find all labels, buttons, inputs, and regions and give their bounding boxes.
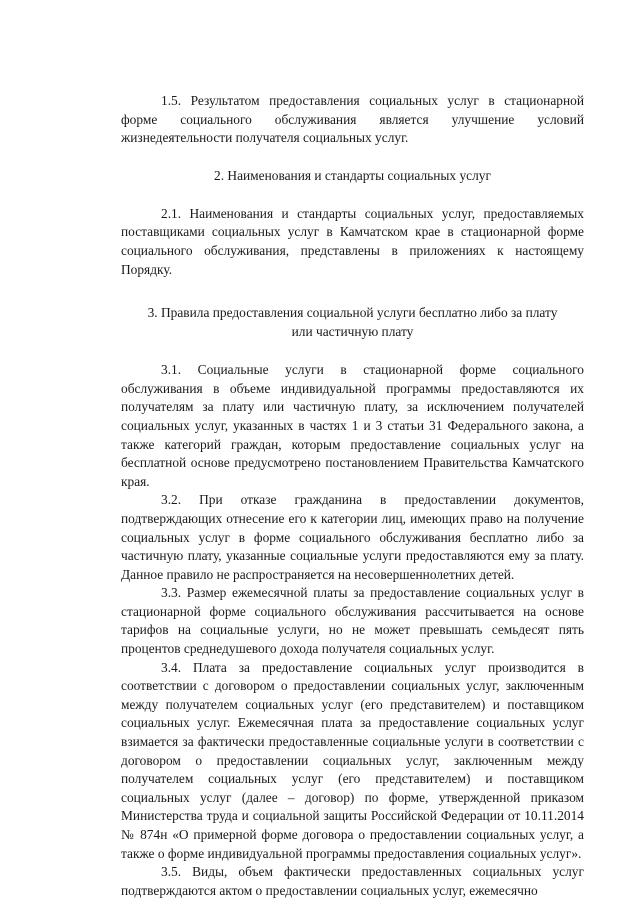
section-heading-3-line-1: 3. Правила предоставления социальной услуги бесплатно либо за плату xyxy=(147,305,558,321)
section-heading-3-line-2: или частичную плату xyxy=(291,324,414,340)
section-heading-3 xyxy=(121,303,584,341)
section-heading-2: 2. Наименования и стандарты социальных услуг xyxy=(214,167,491,183)
paragraph-2-1: 2.1. Наименования и стандарты социальных услуг, предоставляемых поставщиками социальных услуг в Камчатском крае в стационарной форме социального обслуживания, представлены в приложениях к настоящему Порядку. xyxy=(121,205,584,277)
paragraph-3-4: 3.4. Плата за предоставление социальных услуг производится в соответствии с договором о предоставлении социальных услуг, заключенным между получателем социальных услуг (его представителем) и поставщиком социальных услуг. Ежемесячная плата за предоставление социальных услуг взимается за фактически предоставленные социальные услуги в соответствии с договором о предоставлении социальных услуг, заключенным между получателем социальных услуг (его представителем) и поставщиком социальных услуг (далее – договор) по форме, утвержденной приказом Министерства труда и социальной защиты Российской Федерации от 10.11.2014 № 874н «О примерной форме договора о предоставлении социальных услуг, а также о форме индивидуальной программы предоставления социальных услуг». xyxy=(121,659,584,861)
paragraph-3-5: 3.5. Виды, объем фактически предоставленных социальных услуг подтверждаются актом о предоставлении социальных услуг, ежемесячно xyxy=(121,864,584,898)
paragraph-3-1: 3.1. Социальные услуги в стационарной форме социального обслуживания в объеме индивидуальной программы предоставляются их получателям за плату или частичную плату, за исключением получателей социальных услуг, указанных в частях 1 и 3 статьи 31 Федерального закона, а также категорий граждан, которым предоставление социальных услуг на бесплатной основе предусмотрено постановлением Правительства Камчатского края. xyxy=(121,362,584,489)
paragraph-3-2: 3.2. При отказе гражданина в предоставлении документов, подтверждающих отнесение его к категории лиц, имеющих право на получение социальных услуг в форме социального обслуживания бесплатно либо за частичную плату, указанные социальные услуги предоставляются ему за плату. Данное правило не распространяется на несовершеннолетних детей. xyxy=(121,492,584,582)
paragraph-3-3: 3.3. Размер ежемесячной платы за предоставление социальных услуг в стационарной форме социального обслуживания рассчитывается на основе тарифов на социальные услуги, но не может превышать семьдесят пять процентов среднедушевого дохода получателя социальных услуг. xyxy=(121,585,584,657)
paragraph-1-5: 1.5. Результатом предоставления социальных услуг в стационарной форме социального обслуживания является улучшение условий жизнедеятельности получателя социальных услуг. xyxy=(121,93,584,146)
